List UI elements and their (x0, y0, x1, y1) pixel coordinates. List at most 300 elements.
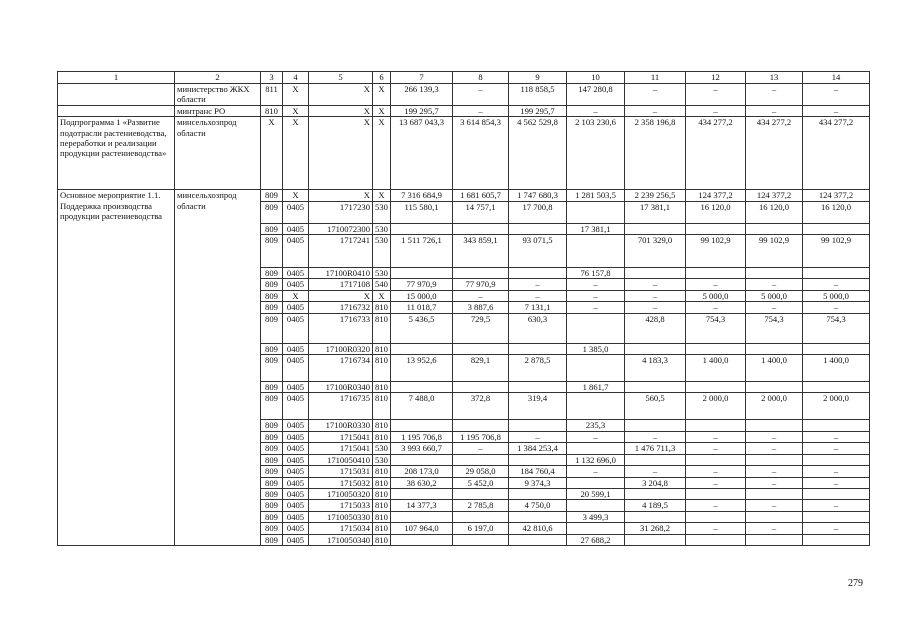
cell-value: – (652, 431, 658, 442)
cell-value: Основное мероприятие 1.1. Поддержка производства продукции растениеводства (60, 190, 162, 222)
table-cell (509, 466, 567, 477)
table-row (58, 190, 870, 201)
cell-value: 0405 (286, 382, 305, 393)
table-cell (309, 382, 373, 393)
cell-value: 7 488,0 (408, 393, 435, 404)
table-cell (391, 382, 453, 393)
table-cell (283, 523, 309, 534)
table-cell (567, 117, 625, 190)
table-cell (567, 466, 625, 477)
cell-value: 2 878,5 (524, 355, 551, 366)
cell-value: 99 102,9 (820, 235, 852, 246)
table-cell (283, 431, 309, 442)
table-cell (309, 534, 373, 545)
cell-value: 1 384 253,4 (517, 443, 558, 454)
table-cell (309, 343, 373, 354)
table-cell (746, 393, 803, 420)
cell-value: 6 197,0 (467, 523, 494, 534)
cell-value: 1715032 (339, 477, 370, 488)
cell-value: 560,5 (645, 393, 665, 404)
table-row (58, 117, 870, 190)
table-cell (625, 534, 686, 545)
table-cell (746, 313, 803, 343)
cell-value: 809 (265, 534, 278, 545)
table-cell (283, 420, 309, 431)
table-cell (283, 223, 309, 234)
table-cell (453, 84, 509, 106)
cell-value: – (713, 466, 718, 477)
table-cell (746, 190, 803, 201)
budget-table (57, 71, 870, 546)
cell-value: 809 (265, 201, 278, 212)
table-cell (309, 235, 373, 268)
cell-value: 1710050410 (327, 454, 370, 465)
cell-value: 754,3 (826, 313, 846, 324)
table-cell (283, 382, 309, 393)
cell-value: Х (363, 117, 370, 128)
cell-value: – (771, 105, 777, 116)
cell-value: 630,3 (527, 313, 548, 324)
table-cell (625, 117, 686, 190)
table-cell (261, 431, 283, 442)
table-cell (746, 454, 803, 465)
cell-value: 235,3 (585, 420, 606, 431)
cell-value: 199 295,7 (520, 105, 555, 116)
table-cell (509, 523, 567, 534)
table-cell (509, 313, 567, 343)
table-row (58, 105, 870, 116)
cell-value: 810 (375, 355, 388, 366)
table-cell (686, 443, 746, 454)
cell-value: 7 131,1 (524, 302, 551, 313)
table-cell (309, 466, 373, 477)
cell-value: 809 (265, 343, 278, 354)
table-cell (746, 290, 803, 301)
table-cell (686, 117, 746, 190)
table-cell (283, 343, 309, 354)
table-cell (309, 268, 373, 279)
cell-value: 809 (265, 454, 278, 465)
cell-value: 1 511 726,1 (401, 235, 442, 246)
cell-value: 2 103 230,6 (575, 117, 616, 128)
cell-value: – (713, 302, 718, 313)
table-cell (373, 343, 391, 354)
cell-value: – (771, 477, 777, 488)
table-cell (509, 511, 567, 522)
table-cell (261, 290, 283, 301)
table-cell (509, 393, 567, 420)
cell-value: 20 599,1 (580, 488, 611, 499)
cell-value: 0405 (286, 355, 305, 366)
table-cell (453, 117, 509, 190)
table-cell (391, 477, 453, 488)
table-cell (567, 313, 625, 343)
cell-value: 1710072300 (327, 223, 370, 234)
cell-value: – (771, 302, 777, 313)
cell-value: 810 (375, 343, 388, 354)
cell-value: 701 329,0 (637, 235, 673, 246)
table-cell (373, 201, 391, 223)
cell-value: 809 (265, 443, 278, 454)
table-cell (567, 279, 625, 290)
cell-value: – (771, 431, 777, 442)
cell-value: – (478, 84, 483, 94)
table-cell (391, 454, 453, 465)
cell-value: 2 000,0 (761, 393, 787, 404)
table-cell (509, 443, 567, 454)
cell-value: – (652, 105, 658, 116)
cell-value: 810 (375, 313, 388, 324)
cell-value: – (833, 105, 839, 116)
cell-value: 1 400,0 (761, 355, 787, 366)
table-cell (625, 105, 686, 116)
table-cell (803, 268, 870, 279)
table-cell (309, 393, 373, 420)
table-cell (453, 534, 509, 545)
table-cell (746, 279, 803, 290)
table-cell (453, 477, 509, 488)
table-cell (391, 190, 453, 201)
cell-value: – (833, 443, 839, 454)
table-cell (803, 477, 870, 488)
cell-value: – (713, 279, 718, 290)
cell-value: Подпрограмма 1 «Развитие подотрасли растениеводства, переработки и реализации продукции растениеводства» (60, 117, 167, 159)
cell-value: 0405 (286, 235, 305, 246)
cell-value: 0405 (286, 443, 305, 454)
table-cell (803, 431, 870, 442)
program-name-cell (58, 105, 175, 116)
table-cell (686, 290, 746, 301)
cell-value: – (478, 105, 483, 116)
table-cell (567, 235, 625, 268)
table-cell (283, 117, 309, 190)
table-cell (261, 534, 283, 545)
table-cell (453, 420, 509, 431)
table-cell (803, 201, 870, 223)
table-cell (373, 117, 391, 190)
table-cell (686, 488, 746, 499)
table-cell (453, 279, 509, 290)
table-cell (803, 355, 870, 382)
table-row (58, 84, 870, 106)
table-cell (373, 488, 391, 499)
table-cell (803, 290, 870, 301)
cell-value: 810 (375, 393, 388, 404)
column-number: 4 (283, 72, 309, 84)
table-cell (453, 201, 509, 223)
cell-value: 1715031 (339, 466, 370, 477)
table-cell (803, 420, 870, 431)
table-cell (625, 523, 686, 534)
table-cell (625, 466, 686, 477)
program-name-cell (58, 190, 175, 546)
cell-value: – (713, 523, 718, 534)
table-cell (309, 117, 373, 190)
cell-value: – (713, 105, 718, 116)
cell-value: 1 195 706,8 (460, 431, 501, 442)
cell-value: – (593, 466, 598, 477)
table-cell (453, 355, 509, 382)
cell-value: – (652, 290, 658, 301)
table-cell (309, 420, 373, 431)
table-cell (803, 511, 870, 522)
table-cell (283, 235, 309, 268)
table-cell (453, 523, 509, 534)
cell-value: 29 058,0 (465, 466, 496, 477)
table-cell (261, 355, 283, 382)
cell-value: 809 (265, 268, 278, 279)
cell-value: 5 000,0 (761, 290, 787, 301)
table-cell (567, 500, 625, 511)
table-cell (309, 279, 373, 290)
cell-value: 1 132 696,0 (575, 454, 616, 465)
cell-value: 16 120,0 (820, 201, 852, 212)
table-cell (803, 105, 870, 116)
table-cell (261, 105, 283, 116)
cell-value: – (833, 477, 839, 488)
cell-value: 17100R0410 (325, 268, 370, 279)
cell-value: 1710050330 (327, 511, 370, 522)
executor-cell (175, 117, 261, 190)
table-cell (746, 420, 803, 431)
table-cell (803, 223, 870, 234)
table-cell (283, 477, 309, 488)
cell-value: Х (363, 105, 370, 116)
cell-value: 809 (265, 382, 278, 393)
table-cell (567, 382, 625, 393)
table-cell (391, 290, 453, 301)
cell-value: – (771, 500, 777, 511)
table-cell (567, 443, 625, 454)
cell-value: 11 018,7 (406, 302, 437, 313)
cell-value: 0405 (286, 466, 305, 477)
table-cell (373, 268, 391, 279)
column-number: 7 (391, 72, 453, 84)
cell-value: 17 381,1 (639, 201, 671, 212)
table-cell (686, 201, 746, 223)
cell-value: 3 887,6 (467, 302, 494, 313)
table-cell (567, 534, 625, 545)
cell-value: 1710050340 (327, 534, 370, 545)
cell-value: 530 (375, 454, 388, 465)
table-cell (453, 443, 509, 454)
cell-value: минтранс РО (177, 105, 226, 116)
cell-value: 809 (265, 223, 278, 234)
cell-value: 809 (265, 279, 278, 290)
table-cell (686, 431, 746, 442)
cell-value: – (771, 466, 777, 477)
table-cell (373, 523, 391, 534)
table-cell (391, 511, 453, 522)
cell-value: 38 630,2 (406, 477, 437, 488)
cell-value: – (833, 84, 839, 94)
cell-value: 1716735 (339, 393, 370, 404)
table-cell (261, 488, 283, 499)
cell-value: 810 (375, 488, 388, 499)
cell-value: 0405 (286, 279, 305, 290)
cell-value: – (771, 443, 777, 454)
table-cell (509, 279, 567, 290)
column-number: 3 (261, 72, 283, 84)
table-cell (686, 382, 746, 393)
table-cell (567, 420, 625, 431)
table-cell (509, 500, 567, 511)
table-cell (686, 477, 746, 488)
cell-value: Х (378, 84, 385, 94)
cell-value: 540 (375, 279, 388, 290)
cell-value: 1717108 (339, 279, 370, 290)
cell-value: – (713, 500, 718, 511)
table-cell (391, 302, 453, 313)
cell-value: 809 (265, 511, 278, 522)
cell-value: 809 (265, 290, 278, 301)
table-cell (391, 201, 453, 223)
cell-value: Х (363, 84, 370, 94)
table-cell (509, 235, 567, 268)
cell-value: – (593, 105, 598, 116)
cell-value: 809 (265, 523, 278, 534)
cell-value: 3 499,3 (582, 511, 609, 522)
cell-value: 0405 (286, 223, 305, 234)
cell-value: 1 281 503,5 (575, 190, 616, 201)
cell-value: 810 (375, 500, 388, 511)
table-cell (373, 393, 391, 420)
table-cell (391, 343, 453, 354)
table-cell (309, 477, 373, 488)
cell-value: – (713, 84, 718, 94)
table-cell (453, 190, 509, 201)
cell-value: 15 000,0 (406, 290, 437, 301)
cell-value: 93 071,5 (522, 235, 553, 246)
table-cell (309, 488, 373, 499)
table-cell (391, 523, 453, 534)
cell-value: 1 861,7 (582, 382, 609, 393)
cell-value: 809 (265, 500, 278, 511)
table-body (58, 84, 870, 546)
table-cell (391, 420, 453, 431)
table-cell (567, 268, 625, 279)
cell-value: Х (363, 190, 370, 201)
cell-value: 1 681 605,7 (460, 190, 501, 201)
cell-value: 809 (265, 431, 278, 442)
table-cell (567, 343, 625, 354)
table-cell (625, 443, 686, 454)
column-number: 1 (58, 72, 175, 84)
table-cell (625, 488, 686, 499)
cell-value: 1715041 (339, 431, 370, 442)
cell-value: 4 183,3 (642, 355, 668, 366)
cell-value: 118 858,5 (520, 84, 555, 94)
table-cell (391, 534, 453, 545)
cell-value: 1716733 (339, 313, 370, 324)
table-cell (261, 223, 283, 234)
cell-value: 530 (375, 235, 388, 246)
table-cell (391, 443, 453, 454)
table-cell (625, 500, 686, 511)
table-cell (803, 534, 870, 545)
table-cell (391, 500, 453, 511)
table-cell (746, 500, 803, 511)
table-cell (283, 190, 309, 201)
table-cell (309, 190, 373, 201)
table-cell (746, 117, 803, 190)
table-cell (625, 279, 686, 290)
cell-value: 2 000,0 (823, 393, 849, 404)
cell-value: – (652, 279, 658, 290)
cell-value: 810 (375, 466, 388, 477)
cell-value: 27 688,2 (580, 534, 611, 545)
column-number: 8 (453, 72, 509, 84)
table-cell (567, 190, 625, 201)
table-cell (509, 454, 567, 465)
table-cell (509, 268, 567, 279)
cell-value: 115 580,1 (404, 201, 439, 212)
table-cell (261, 393, 283, 420)
table-cell (625, 343, 686, 354)
cell-value: 810 (375, 534, 388, 545)
cell-value: 0405 (286, 393, 305, 404)
cell-value: 1716734 (339, 355, 370, 366)
table-cell (567, 393, 625, 420)
cell-value: 77 970,9 (465, 279, 496, 290)
cell-value: 0405 (286, 313, 305, 324)
table-cell (686, 393, 746, 420)
cell-value: 0405 (286, 201, 305, 212)
table-cell (391, 235, 453, 268)
cell-value: – (593, 279, 598, 290)
column-number: 2 (175, 72, 261, 84)
cell-value: 0405 (286, 500, 305, 511)
page-number: 279 (848, 578, 863, 589)
table-cell (509, 190, 567, 201)
cell-value: 1716732 (339, 302, 370, 313)
cell-value: 1 476 711,3 (634, 443, 676, 454)
cell-value: 3 993 660,7 (401, 443, 442, 454)
cell-value: – (535, 290, 540, 301)
table-cell (509, 223, 567, 234)
cell-value: 0405 (286, 268, 305, 279)
table-cell (453, 223, 509, 234)
table-cell (746, 523, 803, 534)
cell-value: 1710050320 (327, 488, 370, 499)
table-cell (283, 313, 309, 343)
table-cell (261, 84, 283, 106)
cell-value: – (535, 279, 540, 290)
cell-value: 434 277,2 (756, 117, 792, 128)
table-cell (567, 431, 625, 442)
cell-value: 810 (375, 511, 388, 522)
table-cell (746, 477, 803, 488)
table-cell (309, 431, 373, 442)
cell-value: 4 750,0 (524, 500, 551, 511)
cell-value: 1 400,0 (823, 355, 849, 366)
cell-value: 17 381,1 (580, 223, 611, 234)
table-cell (509, 534, 567, 545)
table-cell (373, 290, 391, 301)
cell-value: 4 189,5 (642, 500, 668, 511)
table-cell (309, 223, 373, 234)
cell-value: 530 (375, 223, 388, 234)
table-cell (746, 534, 803, 545)
cell-value: 1715041 (339, 443, 370, 454)
column-number: 5 (309, 72, 373, 84)
table-cell (746, 302, 803, 313)
table-cell (309, 84, 373, 106)
cell-value: 266 139,3 (404, 84, 439, 94)
cell-value: 809 (265, 477, 278, 488)
cell-value: 1 195 706,8 (401, 431, 442, 442)
cell-value: – (771, 523, 777, 534)
